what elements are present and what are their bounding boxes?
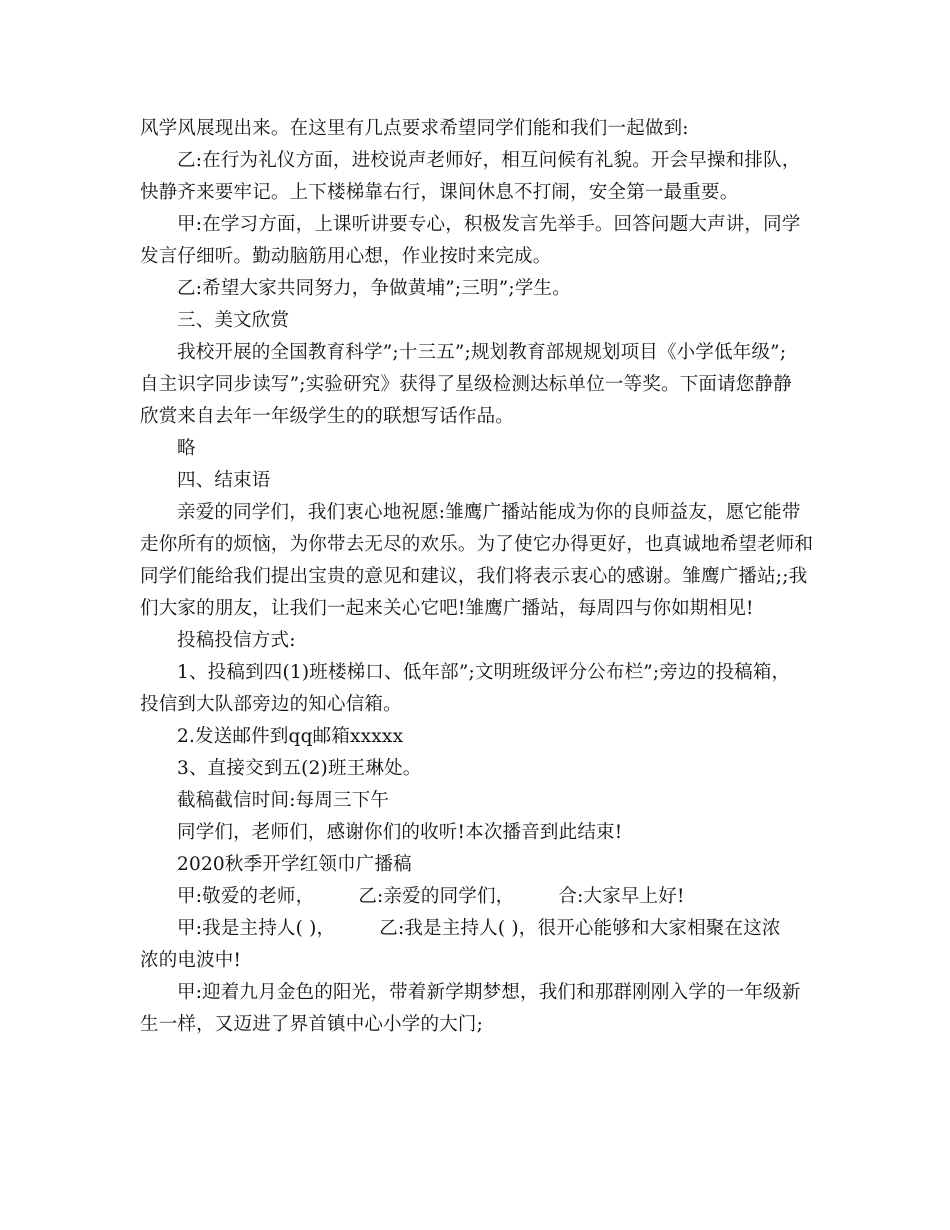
paragraph-line: 浓的电波中! <box>140 950 242 971</box>
section-heading: 三、美文欣赏 <box>177 310 290 331</box>
paragraph-line: 亲爱的同学们，我们衷心地祝愿:雏鹰广播站能成为你的良师益友，愿它能带 <box>177 502 801 523</box>
paragraph-line: 发言仔细听。勤动脑筋用心想，作业按时来完成。 <box>140 246 552 267</box>
paragraph-line: 同学们，老师们，感谢你们的收听!本次播音到此结束! <box>177 822 623 843</box>
paragraph-line: 们大家的朋友，让我们一起来关心它吧!雏鹰广播站，每周四与你如期相见! <box>140 598 754 619</box>
paragraph-line: 3、直接交到五(2)班王琳处。 <box>177 758 422 779</box>
paragraph-line: 截稿截信时间:每周三下午 <box>177 790 390 811</box>
paragraph-line: 2.发送邮件到qq邮箱xxxxx <box>177 726 404 747</box>
dialogue-speaker-b: 乙:亲爱的同学们， <box>358 886 515 907</box>
section-heading: 四、结束语 <box>177 470 271 491</box>
paragraph-line: 甲:迎着九月金色的阳光，带着新学期梦想，我们和那群刚刚入学的一年级新 <box>177 982 801 1003</box>
paragraph-line: 我校开展的全国教育科学”;十三五”;规划教育部规规划项目《小学低年级”; <box>177 342 787 363</box>
paragraph-line: 欣赏来自去年一年级学生的的联想写话作品。 <box>140 406 515 427</box>
dialogue-speaker-a: 甲:敬爱的老师， <box>177 886 315 907</box>
paragraph-line: 乙:希望大家共同努力，争做黄埔”;三明”;学生。 <box>177 278 571 299</box>
document-title: 2020秋季开学红领巾广播稿 <box>177 854 412 875</box>
paragraph-line: 投稿投信方式: <box>177 630 296 651</box>
paragraph-line: 自主识字同步读写”;实验研究》获得了星级检测达标单位一等奖。下面请您静静 <box>140 374 792 395</box>
dialogue-together: 合:大家早上好! <box>558 886 685 907</box>
document-body <box>140 113 820 1041</box>
dialogue-line <box>140 913 820 945</box>
paragraph-line: 风学风展现出来。在这里有几点要求希望同学们能和我们一起做到: <box>140 118 689 139</box>
paragraph-line: 生一样，又迈进了界首镇中心小学的大门; <box>140 1014 484 1035</box>
paragraph-line: 走你所有的烦恼，为你带去无尽的欢乐。为了使它办得更好，也真诚地希望老师和 <box>140 534 814 555</box>
paragraph-line: 1、投稿到四(1)班楼梯口、低年部”;文明班级评分公布栏”;旁边的投稿箱， <box>177 662 791 683</box>
paragraph-line: 甲:在学习方面，上课听讲要专心，积极发言先举手。回答问题大声讲，同学 <box>177 214 801 235</box>
paragraph-line: 略 <box>177 438 196 459</box>
paragraph-line: 乙:在行为礼仪方面，进校说声老师好，相互问候有礼貌。开会早操和排队， <box>177 150 801 171</box>
paragraph-line: 投信到大队部旁边的知心信箱。 <box>140 694 402 715</box>
paragraph-line: 同学们能给我们提出宝贵的意见和建议，我们将表示衷心的感谢。雏鹰广播站;;我 <box>140 566 808 587</box>
dialogue-speaker-a: 甲:我是主持人( )， <box>177 918 336 939</box>
dialogue-line <box>140 881 820 913</box>
dialogue-speaker-b: 乙:我是主持人( )，很开心能够和大家相聚在这浓 <box>379 918 781 939</box>
paragraph-line: 快静齐来要牢记。上下楼梯靠右行，课间休息不打闹，安全第一最重要。 <box>140 182 739 203</box>
